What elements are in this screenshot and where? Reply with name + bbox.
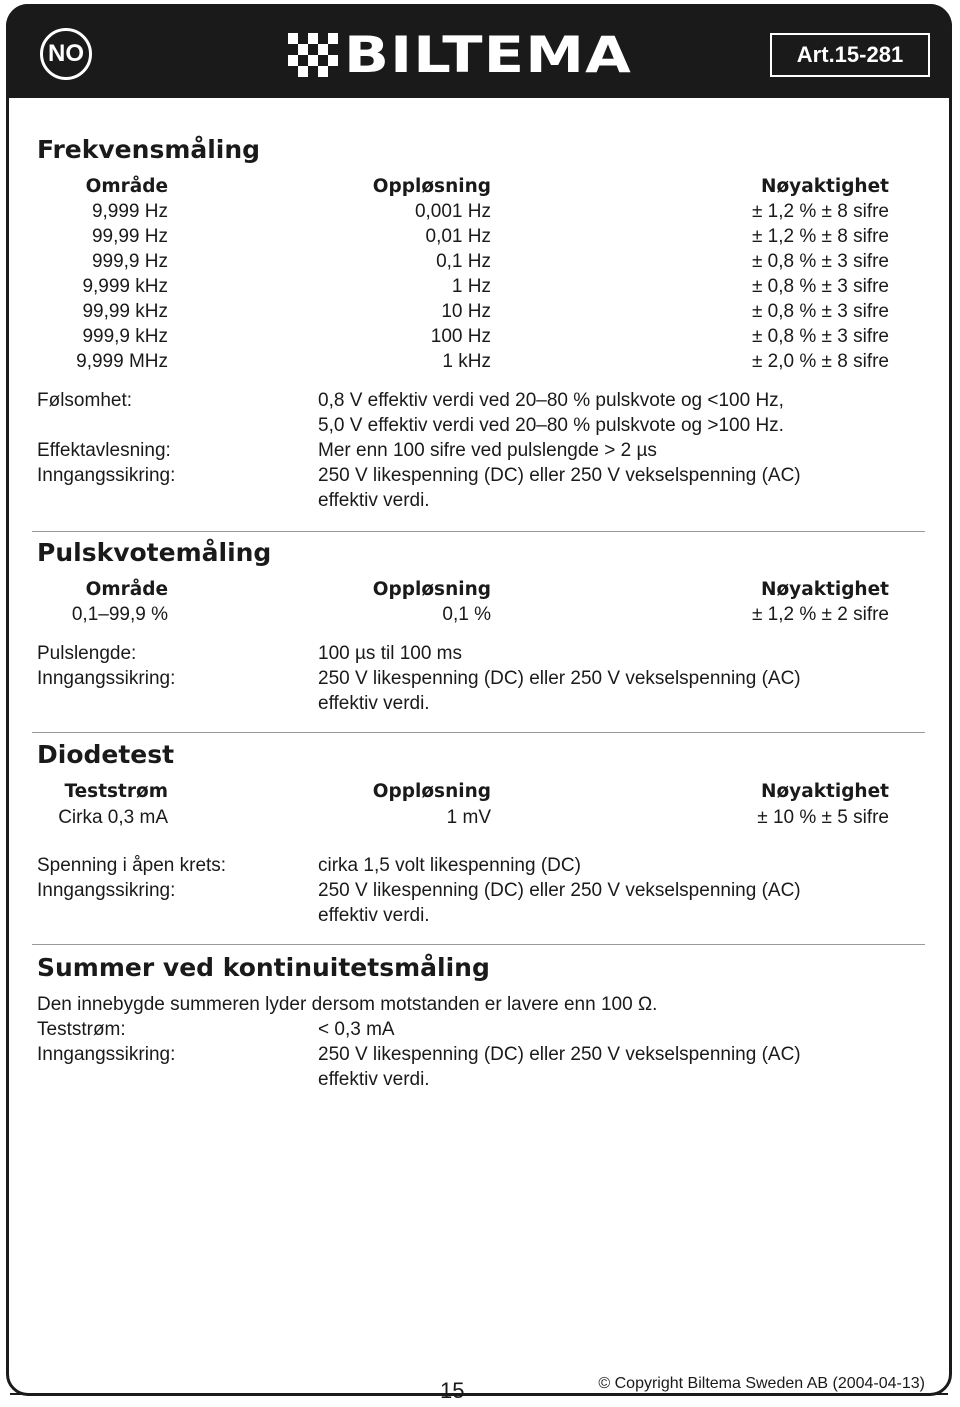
table-cell: Cirka 0,3 mA xyxy=(58,807,168,828)
section-title-buzzer: Summer ved kontinuitetsmåling xyxy=(37,953,490,982)
spec-value-protection-2: effektiv verdi. xyxy=(318,490,430,511)
table-cell: ± 1,2 % ± 2 sifre xyxy=(751,604,889,625)
table-cell: ± 0,8 % ± 3 sifre xyxy=(751,276,889,297)
table-cell: 999,9 Hz xyxy=(91,251,168,272)
spec-value-protection-2: effektiv verdi. xyxy=(318,1069,430,1090)
spec-label-protection: Inngangssikring: xyxy=(37,465,176,486)
col-header-accuracy: Nøyaktighet xyxy=(760,579,889,600)
spec-label-sensitivity: Følsomhet: xyxy=(37,390,133,411)
col-header-resolution: Oppløsning xyxy=(372,579,491,600)
table-cell: ± 0,8 % ± 3 sifre xyxy=(751,326,889,347)
col-header-accuracy: Nøyaktighet xyxy=(760,781,889,802)
table-cell: 0,1 % xyxy=(442,604,491,625)
table-cell: 0,001 Hz xyxy=(414,201,491,222)
table-cell: ± 2,0 % ± 8 sifre xyxy=(751,351,889,372)
spec-value-protection-2: effektiv verdi. xyxy=(318,693,430,714)
spec-value-protection-2: effektiv verdi. xyxy=(318,905,430,926)
spec-label-pulse: Pulslengde: xyxy=(37,643,137,664)
brand-name: BILTEMA xyxy=(344,26,632,84)
section-title-frequency: Frekvensmåling xyxy=(37,135,261,164)
checker-flag-icon xyxy=(288,33,338,77)
table-cell: 10 Hz xyxy=(441,301,491,322)
footer-rule-left xyxy=(10,1393,440,1395)
brand-logo xyxy=(288,26,632,84)
page-number: 15 xyxy=(440,1378,465,1403)
table-cell: 99,99 kHz xyxy=(82,301,168,322)
spec-label-protection: Inngangssikring: xyxy=(37,668,176,689)
section-divider xyxy=(32,732,925,733)
table-cell: ± 0,8 % ± 3 sifre xyxy=(751,251,889,272)
col-header-range: Område xyxy=(85,579,168,600)
buzzer-description: Den innebygde summeren lyder dersom motstanden er lavere enn 100 Ω. xyxy=(37,994,658,1015)
spec-value-protection-1: 250 V likespenning (DC) eller 250 V vekselspenning (AC) xyxy=(318,880,801,901)
footer-rule-right xyxy=(512,1393,948,1395)
section-divider xyxy=(32,531,925,532)
spec-label-open-circuit: Spenning i åpen krets: xyxy=(37,855,227,876)
table-cell: ± 1,2 % ± 8 sifre xyxy=(751,201,889,222)
table-cell: 0,1 Hz xyxy=(436,251,491,272)
language-badge: NO xyxy=(40,28,92,80)
table-cell: ± 10 % ± 5 sifre xyxy=(757,807,889,828)
spec-value-reading: Mer enn 100 sifre ved pulslengde > 2 µs xyxy=(318,440,657,461)
table-cell: 9,999 Hz xyxy=(91,201,168,222)
table-cell: 99,99 Hz xyxy=(91,226,168,247)
col-header-resolution: Oppløsning xyxy=(372,781,491,802)
spec-value-protection-1: 250 V likespenning (DC) eller 250 V vekselspenning (AC) xyxy=(318,668,801,689)
table-cell: 1 Hz xyxy=(451,276,491,297)
spec-label-test-current: Teststrøm: xyxy=(37,1019,126,1040)
table-cell: ± 0,8 % ± 3 sifre xyxy=(751,301,889,322)
spec-label-reading: Effektavlesning: xyxy=(37,440,171,461)
col-header-current: Teststrøm xyxy=(64,781,168,802)
section-divider xyxy=(32,944,925,945)
table-cell: 1 mV xyxy=(446,807,491,828)
spec-value-open-circuit: cirka 1,5 volt likespenning (DC) xyxy=(318,855,581,876)
spec-value-pulse: 100 µs til 100 ms xyxy=(318,643,463,664)
table-cell: ± 1,2 % ± 8 sifre xyxy=(751,226,889,247)
spec-label-protection: Inngangssikring: xyxy=(37,1044,176,1065)
spec-value-sensitivity-1: 0,8 V effektiv verdi ved 20–80 % pulskvote og <100 Hz, xyxy=(318,390,784,411)
spec-value-protection-1: 250 V likespenning (DC) eller 250 V vekselspenning (AC) xyxy=(318,465,801,486)
col-header-accuracy: Nøyaktighet xyxy=(760,176,889,197)
table-cell: 9,999 MHz xyxy=(76,351,168,372)
copyright-notice: © Copyright Biltema Sweden AB (2004-04-13) xyxy=(598,1375,925,1392)
spec-value-test-current: < 0,3 mA xyxy=(318,1019,395,1040)
article-number: Art.15-281 xyxy=(770,33,930,77)
section-title-duty: Pulskvotemåling xyxy=(37,538,272,567)
table-cell: 0,1–99,9 % xyxy=(71,604,168,625)
table-cell: 999,9 kHz xyxy=(82,326,168,347)
spec-value-sensitivity-2: 5,0 V effektiv verdi ved 20–80 % pulskvote og >100 Hz. xyxy=(318,415,784,436)
col-header-resolution: Oppløsning xyxy=(372,176,491,197)
section-title-diode: Diodetest xyxy=(37,740,175,769)
table-cell: 100 Hz xyxy=(430,326,491,347)
spec-label-protection: Inngangssikring: xyxy=(37,880,176,901)
header-bar xyxy=(6,4,952,98)
table-cell: 0,01 Hz xyxy=(425,226,491,247)
table-cell: 1 kHz xyxy=(442,351,491,372)
table-cell: 9,999 kHz xyxy=(82,276,168,297)
col-header-range: Område xyxy=(85,176,168,197)
spec-value-protection-1: 250 V likespenning (DC) eller 250 V vekselspenning (AC) xyxy=(318,1044,801,1065)
